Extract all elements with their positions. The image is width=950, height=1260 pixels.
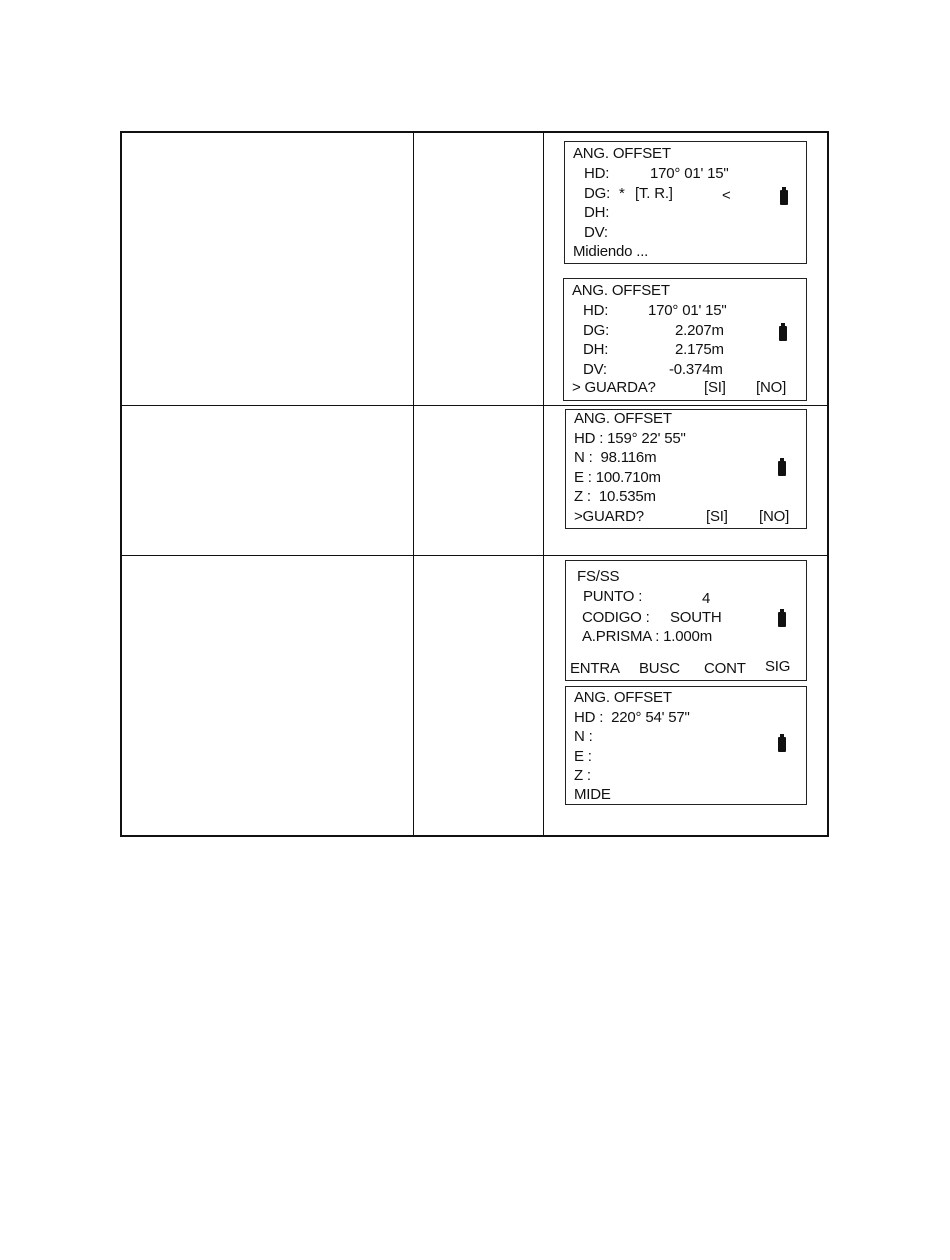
lcd-screen-fsss <box>565 560 807 681</box>
north-line: N : <box>574 728 593 745</box>
row-divider-1 <box>122 405 827 406</box>
hd-label: HD: <box>584 165 610 182</box>
yes-softkey[interactable]: [SI] <box>704 379 726 396</box>
hd-label: HD: <box>583 302 609 319</box>
battery-icon <box>779 326 787 341</box>
battery-icon <box>778 737 786 752</box>
east-line: E : 100.710m <box>574 469 661 486</box>
dg-star: * <box>619 185 625 202</box>
softkey-entra[interactable]: ENTRA <box>570 660 620 677</box>
lcd-screen-measure <box>565 686 807 805</box>
softkey-cont[interactable]: CONT <box>704 660 746 677</box>
screen-title: ANG. OFFSET <box>574 410 672 427</box>
column-divider-2 <box>543 133 544 835</box>
punto-value: 4 <box>702 590 711 607</box>
dg-mode: [T. R.] <box>635 185 673 202</box>
dv-label: DV: <box>584 224 608 241</box>
dh-label: DH: <box>583 341 609 358</box>
softkey-busc[interactable]: BUSC <box>639 660 680 677</box>
dv-value: -0.374m <box>669 361 723 378</box>
elevation-line: Z : 10.535m <box>574 488 656 505</box>
elevation-line: Z : <box>574 767 591 784</box>
screen-title: ANG. OFFSET <box>572 282 670 299</box>
yes-softkey[interactable]: [SI] <box>706 508 728 525</box>
hd-line: HD : 159° 22' 55" <box>574 430 686 447</box>
dh-value: 2.175m <box>675 341 724 358</box>
measure-softkey[interactable]: MIDE <box>574 786 611 803</box>
lcd-screen-measuring <box>564 141 807 264</box>
punto-label: PUNTO : <box>583 588 643 605</box>
codigo-label: CODIGO : <box>582 609 650 626</box>
hd-value: 170° 01' 15" <box>650 165 729 182</box>
dh-label: DH: <box>584 204 610 221</box>
save-prompt: >GUARD? <box>574 508 644 525</box>
prism-height: A.PRISMA : 1.000m <box>582 628 712 645</box>
battery-icon <box>778 461 786 476</box>
battery-icon <box>780 190 788 205</box>
no-softkey[interactable]: [NO] <box>759 508 790 525</box>
north-line: N : 98.116m <box>574 449 657 466</box>
hd-line: HD : 220° 54' 57" <box>574 709 690 726</box>
screen-title: ANG. OFFSET <box>574 689 672 706</box>
lcd-screen-result <box>563 278 807 401</box>
dg-arrow: < <box>722 187 731 204</box>
softkey-sig[interactable]: SIG <box>765 658 791 675</box>
save-prompt: > GUARDA? <box>572 379 656 396</box>
battery-icon <box>778 612 786 627</box>
dg-label: DG: <box>583 322 610 339</box>
dv-label: DV: <box>583 361 607 378</box>
east-line: E : <box>574 748 592 765</box>
codigo-value: SOUTH <box>670 609 722 626</box>
column-divider-1 <box>413 133 414 835</box>
screen-title: ANG. OFFSET <box>573 145 671 162</box>
dg-label: DG: <box>584 185 611 202</box>
screen-title: FS/SS <box>577 568 620 585</box>
dg-value: 2.207m <box>675 322 724 339</box>
row-divider-2 <box>122 555 827 556</box>
no-softkey[interactable]: [NO] <box>756 379 787 396</box>
status-text: Midiendo ... <box>573 243 649 260</box>
lcd-screen-coordinates <box>565 409 807 529</box>
hd-value: 170° 01' 15" <box>648 302 727 319</box>
